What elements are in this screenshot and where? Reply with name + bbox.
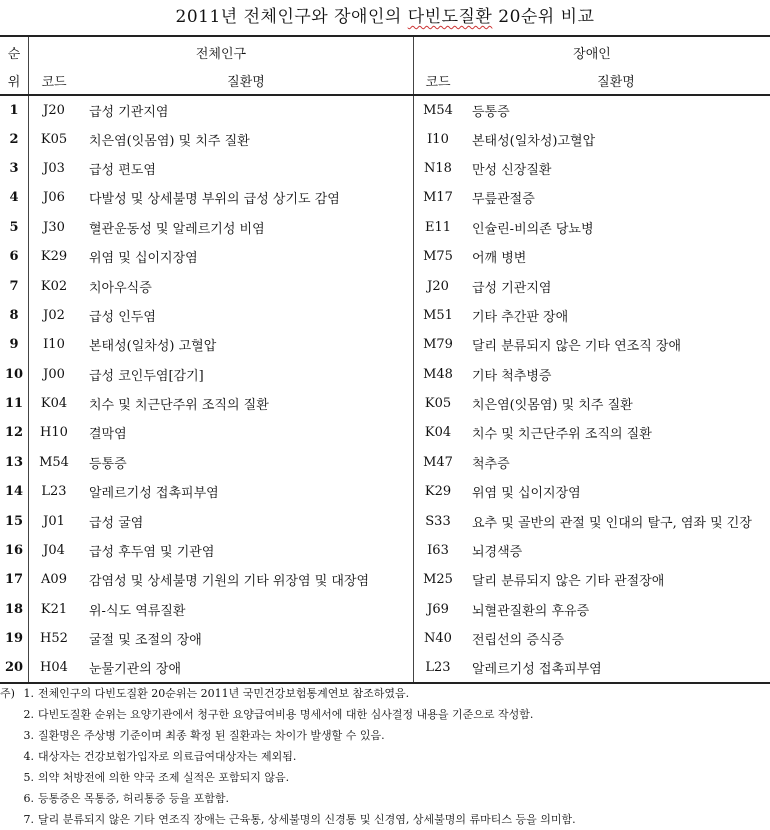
rank-cell: 4 bbox=[0, 183, 29, 212]
table-row bbox=[0, 213, 770, 242]
footnotes bbox=[0, 683, 770, 830]
table-row bbox=[0, 124, 770, 153]
footnote-item bbox=[0, 683, 770, 704]
disabled-code-cell: M75 bbox=[414, 242, 463, 271]
total-code-cell: J04 bbox=[29, 536, 80, 565]
table-row bbox=[0, 330, 770, 359]
total-code-cell: J00 bbox=[29, 360, 80, 389]
total-name-cell: 결막염 bbox=[79, 418, 414, 447]
footnote-prefix bbox=[0, 788, 20, 809]
footnote-text: 다빈도질환 순위는 요양기관에서 청구한 요양급여비용 명세서에 대한 심사결정 내용을 기준으로 작성함. bbox=[38, 704, 533, 725]
disabled-code-cell: M79 bbox=[414, 330, 463, 359]
total-name-cell: 혈관운동성 및 알레르기성 비염 bbox=[79, 213, 414, 242]
rank-cell: 20 bbox=[0, 653, 29, 682]
total-name-cell: 다발성 및 상세불명 부위의 급성 상기도 감염 bbox=[79, 183, 414, 212]
total-code-cell: K05 bbox=[29, 124, 80, 153]
code-header-disabled: 코드 bbox=[414, 67, 463, 95]
disabled-name-cell: 기타 척추병증 bbox=[462, 360, 770, 389]
table-row bbox=[0, 183, 770, 212]
total-name-cell: 치수 및 치근단주위 조직의 질환 bbox=[79, 389, 414, 418]
total-code-cell: A09 bbox=[29, 565, 80, 594]
page-title bbox=[0, 2, 770, 27]
total-name-cell: 눈물기관의 장애 bbox=[79, 653, 414, 682]
footnote-text: 질환명은 주상병 기준이며 최종 확정 된 질환과는 차이가 발생할 수 있음. bbox=[38, 725, 385, 746]
footnote-text: 대상자는 건강보험가입자로 의료급여대상자는 제외됨. bbox=[38, 746, 296, 767]
table-row bbox=[0, 271, 770, 300]
total-code-cell: K21 bbox=[29, 595, 80, 624]
table-row bbox=[0, 360, 770, 389]
disabled-code-cell: I10 bbox=[414, 124, 463, 153]
total-code-cell: J20 bbox=[29, 95, 80, 124]
table-header-row-2 bbox=[0, 67, 770, 95]
footnote-item bbox=[0, 746, 770, 767]
total-code-cell: J01 bbox=[29, 506, 80, 535]
footnote-number: 6. bbox=[20, 788, 34, 809]
disabled-code-cell: K04 bbox=[414, 418, 463, 447]
disabled-name-cell: 등통증 bbox=[462, 95, 770, 124]
disabled-code-cell: I63 bbox=[414, 536, 463, 565]
disabled-code-cell: K05 bbox=[414, 389, 463, 418]
disabled-code-cell: L23 bbox=[414, 653, 463, 682]
footnote-text: 의약 처방전에 의한 약국 조제 실적은 포함되지 않음. bbox=[38, 767, 289, 788]
disabled-code-cell: K29 bbox=[414, 477, 463, 506]
total-code-cell: I10 bbox=[29, 330, 80, 359]
total-code-cell: H04 bbox=[29, 653, 80, 682]
code-header-total: 코드 bbox=[29, 67, 80, 95]
disabled-code-cell: E11 bbox=[414, 213, 463, 242]
total-name-cell: 위-식도 역류질환 bbox=[79, 595, 414, 624]
footnote-prefix: 주) bbox=[0, 683, 20, 704]
disabled-code-cell: J20 bbox=[414, 271, 463, 300]
rank-cell: 8 bbox=[0, 301, 29, 330]
disabled-code-cell: J69 bbox=[414, 595, 463, 624]
disabled-name-cell: 전립선의 증식증 bbox=[462, 624, 770, 653]
rank-cell: 5 bbox=[0, 213, 29, 242]
footnote-prefix bbox=[0, 746, 20, 767]
total-code-cell: J30 bbox=[29, 213, 80, 242]
disabled-name-cell: 본태성(일차성)고혈압 bbox=[462, 124, 770, 153]
table-row bbox=[0, 242, 770, 271]
footnote-number: 1. bbox=[20, 683, 34, 704]
total-name-cell: 급성 후두염 및 기관염 bbox=[79, 536, 414, 565]
total-name-cell: 치은염(잇몸염) 및 치주 질환 bbox=[79, 124, 414, 153]
disabled-name-cell: 급성 기관지염 bbox=[462, 271, 770, 300]
total-code-cell: J06 bbox=[29, 183, 80, 212]
rank-header-bottom: 위 bbox=[0, 67, 29, 95]
rank-cell: 16 bbox=[0, 536, 29, 565]
disabled-name-cell: 달리 분류되지 않은 기타 관절장애 bbox=[462, 565, 770, 594]
total-name-cell: 급성 굴염 bbox=[79, 506, 414, 535]
disabled-code-cell: M54 bbox=[414, 95, 463, 124]
rank-cell: 1 bbox=[0, 95, 29, 124]
rank-cell: 3 bbox=[0, 154, 29, 183]
footnote-number: 7. bbox=[20, 809, 34, 830]
footnote-text: 등통증은 목통증, 허리통증 등을 포함함. bbox=[38, 788, 229, 809]
rank-cell: 2 bbox=[0, 124, 29, 153]
disabled-name-cell: 치수 및 치근단주위 조직의 질환 bbox=[462, 418, 770, 447]
group-header-disabled: 장애인 bbox=[414, 36, 770, 67]
total-code-cell: J03 bbox=[29, 154, 80, 183]
total-name-cell: 치아우식증 bbox=[79, 271, 414, 300]
table-row bbox=[0, 95, 770, 124]
rank-cell: 15 bbox=[0, 506, 29, 535]
total-name-cell: 등통증 bbox=[79, 448, 414, 477]
table-row bbox=[0, 418, 770, 447]
total-code-cell: K02 bbox=[29, 271, 80, 300]
footnote-item bbox=[0, 725, 770, 746]
rank-cell: 14 bbox=[0, 477, 29, 506]
rank-header-top: 순 bbox=[0, 36, 29, 67]
total-name-cell: 급성 인두염 bbox=[79, 301, 414, 330]
disabled-code-cell: N18 bbox=[414, 154, 463, 183]
footnote-number: 4. bbox=[20, 746, 34, 767]
title-part3: 20순위 비교 bbox=[492, 7, 594, 27]
footnote-text: 달리 분류되지 않은 기타 연조직 장애는 근육통, 상세불명의 신경통 및 신경염, 상세불명의 류마티스 등을 의미함. bbox=[38, 809, 576, 830]
footnote-item bbox=[0, 788, 770, 809]
disabled-name-cell: 무릎관절증 bbox=[462, 183, 770, 212]
footnote-prefix bbox=[0, 767, 20, 788]
disabled-code-cell: S33 bbox=[414, 506, 463, 535]
disabled-code-cell: N40 bbox=[414, 624, 463, 653]
total-code-cell: J02 bbox=[29, 301, 80, 330]
disabled-name-cell: 알레르기성 접촉피부염 bbox=[462, 653, 770, 682]
table-row bbox=[0, 565, 770, 594]
disabled-code-cell: M47 bbox=[414, 448, 463, 477]
total-name-cell: 급성 편도염 bbox=[79, 154, 414, 183]
total-code-cell: H52 bbox=[29, 624, 80, 653]
rank-cell: 9 bbox=[0, 330, 29, 359]
rank-cell: 13 bbox=[0, 448, 29, 477]
name-header-disabled: 질환명 bbox=[462, 67, 770, 95]
table-row bbox=[0, 154, 770, 183]
rank-cell: 7 bbox=[0, 271, 29, 300]
name-header-total: 질환명 bbox=[79, 67, 414, 95]
table-row bbox=[0, 536, 770, 565]
footnote-number: 2. bbox=[20, 704, 34, 725]
disabled-name-cell: 달리 분류되지 않은 기타 연조직 장애 bbox=[462, 330, 770, 359]
title-part1: 2011년 전체인구와 장애인의 bbox=[176, 7, 408, 27]
table-row bbox=[0, 624, 770, 653]
table-row bbox=[0, 653, 770, 682]
total-name-cell: 굴절 및 조절의 장애 bbox=[79, 624, 414, 653]
table-row bbox=[0, 477, 770, 506]
total-name-cell: 감염성 및 상세불명 기원의 기타 위장염 및 대장염 bbox=[79, 565, 414, 594]
title-part2: 다빈도질환 bbox=[408, 7, 493, 27]
disabled-code-cell: M17 bbox=[414, 183, 463, 212]
total-name-cell: 급성 코인두염[감기] bbox=[79, 360, 414, 389]
footnote-item bbox=[0, 704, 770, 725]
total-code-cell: K29 bbox=[29, 242, 80, 271]
disabled-name-cell: 뇌경색증 bbox=[462, 536, 770, 565]
rank-cell: 18 bbox=[0, 595, 29, 624]
total-name-cell: 위염 및 십이지장염 bbox=[79, 242, 414, 271]
footnote-prefix bbox=[0, 725, 20, 746]
total-name-cell: 본태성(일차성) 고혈압 bbox=[79, 330, 414, 359]
disabled-code-cell: M48 bbox=[414, 360, 463, 389]
disease-ranking-table bbox=[0, 35, 770, 684]
footnote-item bbox=[0, 767, 770, 788]
disabled-name-cell: 치은염(잇몸염) 및 치주 질환 bbox=[462, 389, 770, 418]
disabled-name-cell: 어깨 병변 bbox=[462, 242, 770, 271]
table-body bbox=[0, 95, 770, 683]
disabled-code-cell: M25 bbox=[414, 565, 463, 594]
footnote-number: 3. bbox=[20, 725, 34, 746]
table-row bbox=[0, 389, 770, 418]
total-code-cell: M54 bbox=[29, 448, 80, 477]
total-code-cell: K04 bbox=[29, 389, 80, 418]
table-row bbox=[0, 448, 770, 477]
disabled-name-cell: 뇌혈관질환의 후유증 bbox=[462, 595, 770, 624]
table-row bbox=[0, 595, 770, 624]
disabled-name-cell: 인슐린-비의존 당뇨병 bbox=[462, 213, 770, 242]
disabled-name-cell: 요추 및 골반의 관절 및 인대의 탈구, 염좌 및 긴장 bbox=[462, 506, 770, 535]
total-name-cell: 급성 기관지염 bbox=[79, 95, 414, 124]
table-header-row-1 bbox=[0, 36, 770, 67]
rank-cell: 10 bbox=[0, 360, 29, 389]
footnote-prefix bbox=[0, 704, 20, 725]
rank-cell: 17 bbox=[0, 565, 29, 594]
table-row bbox=[0, 506, 770, 535]
table-row bbox=[0, 301, 770, 330]
footnote-number: 5. bbox=[20, 767, 34, 788]
total-name-cell: 알레르기성 접촉피부염 bbox=[79, 477, 414, 506]
disabled-code-cell: M51 bbox=[414, 301, 463, 330]
rank-cell: 19 bbox=[0, 624, 29, 653]
footnote-text: 전체인구의 다빈도질환 20순위는 2011년 국민건강보험통계연보 참조하였음. bbox=[38, 683, 409, 704]
rank-cell: 11 bbox=[0, 389, 29, 418]
group-header-total: 전체인구 bbox=[29, 36, 414, 67]
disabled-name-cell: 기타 추간판 장애 bbox=[462, 301, 770, 330]
total-code-cell: H10 bbox=[29, 418, 80, 447]
disabled-name-cell: 위염 및 십이지장염 bbox=[462, 477, 770, 506]
rank-cell: 6 bbox=[0, 242, 29, 271]
rank-cell: 12 bbox=[0, 418, 29, 447]
disabled-name-cell: 척추증 bbox=[462, 448, 770, 477]
disabled-name-cell: 만성 신장질환 bbox=[462, 154, 770, 183]
total-code-cell: L23 bbox=[29, 477, 80, 506]
